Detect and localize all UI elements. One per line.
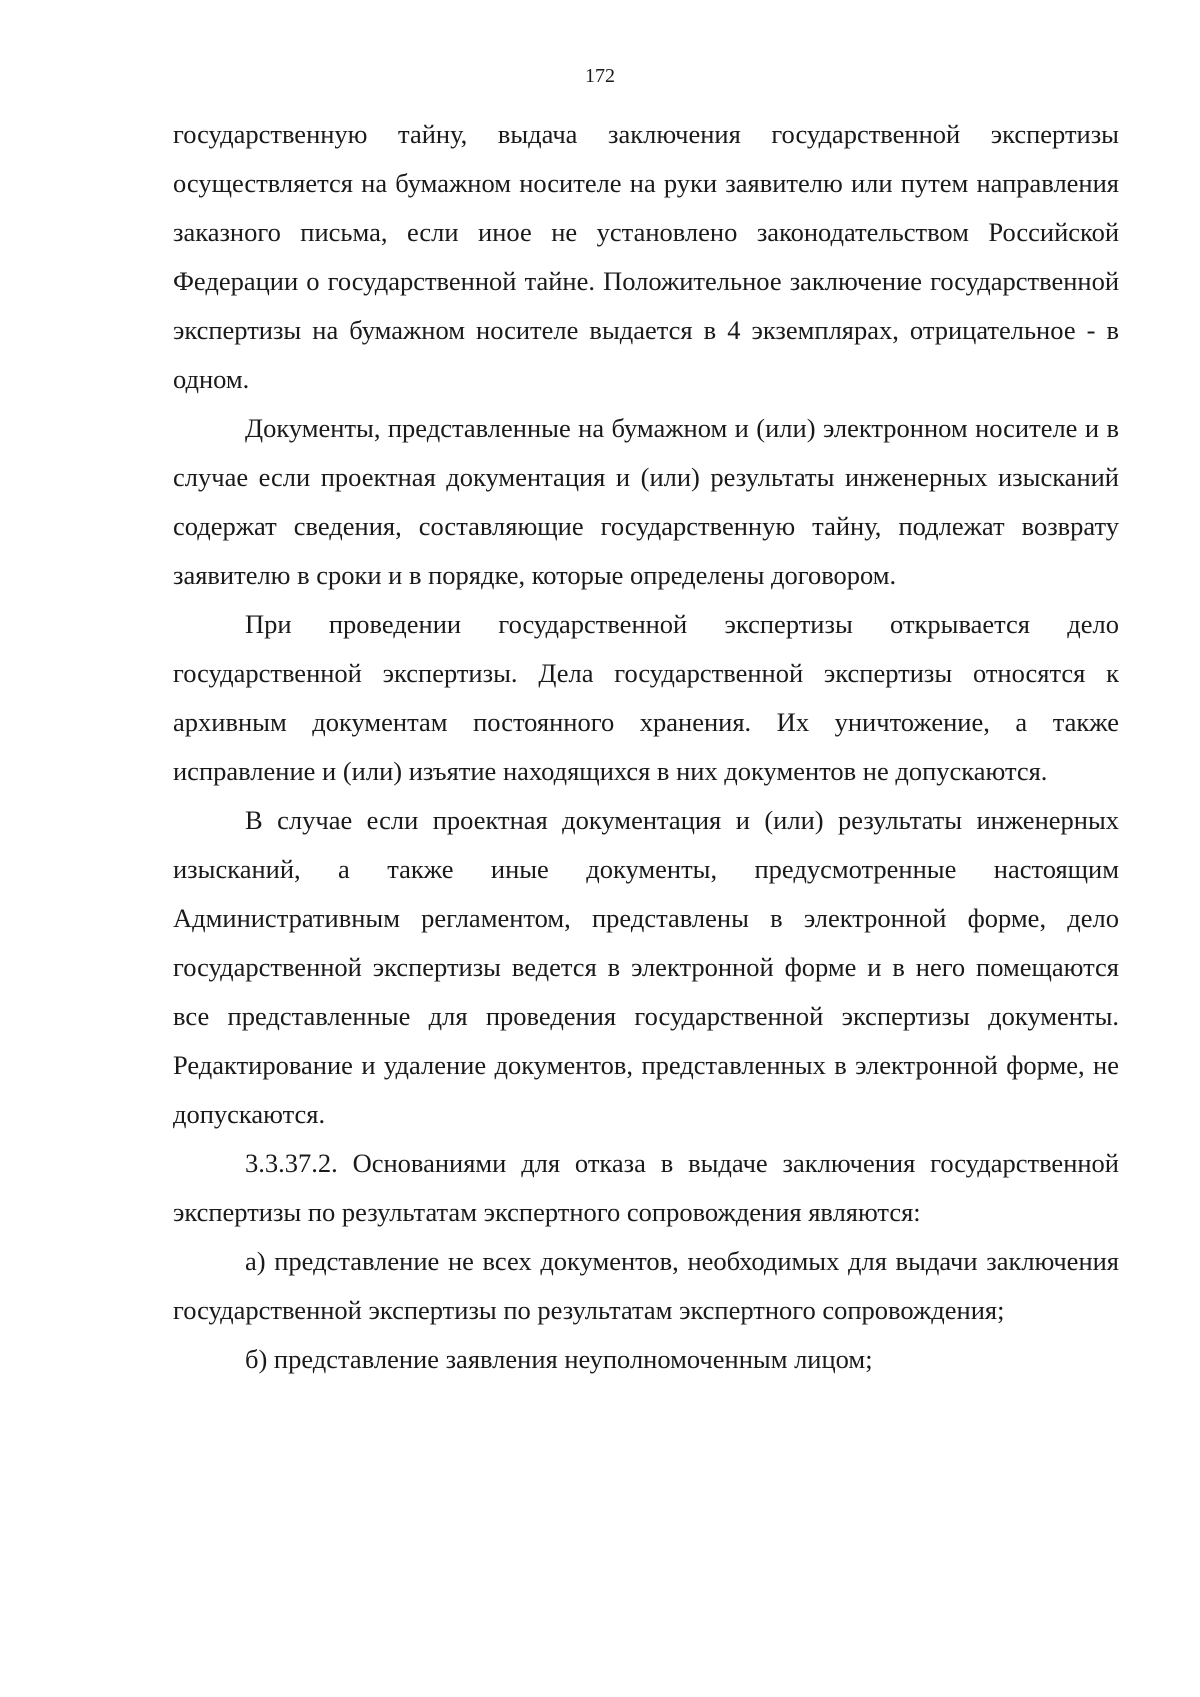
list-item-a: а) представление не всех документов, необходимых для выдачи заключения государственной экспертизы по результатам экспертного сопровождения; bbox=[173, 1246, 1119, 1325]
document-body bbox=[173, 110, 1119, 1384]
list-item-b: б) представление заявления неуполномоченным лицом; bbox=[245, 1344, 873, 1374]
paragraph-electronic-form: В случае если проектная документация и (или) результаты инженерных изысканий, а также иные документы, предусмотренные настоящим Административным регламентом, представлены в электронной форме, дело государственной экспертизы ведется в электронной форме и в него помещаются все представленные для проведения государственной экспертизы документы. Редактирование и удаление документов, представленных в электронной форме, не допускаются. bbox=[173, 805, 1119, 1129]
paragraph-continuation: государственную тайну, выдача заключения государственной экспертизы осуществляется на бумажном носителе на руки заявителю или путем направления заказного письма, если иное не установлено законодательством Российской Федерации о государственной тайне. Положительное заключение государственной экспертизы на бумажном носителе выдается в 4 экземплярах, отрицательное - в одном. bbox=[173, 119, 1119, 394]
page-number: 172 bbox=[585, 65, 615, 87]
paragraph-documents-return: Документы, представленные на бумажном и (или) электронном носителе и в случае если проектная документация и (или) результаты инженерных изысканий содержат сведения, составляющие государственную тайну, подлежат возврату заявителю в сроки и в порядке, которые определены договором. bbox=[173, 413, 1119, 590]
paragraph-refusal-grounds: 3.3.37.2. Основаниями для отказа в выдаче заключения государственной экспертизы по результатам экспертного сопровождения являются: bbox=[173, 1148, 1119, 1227]
paragraph-expertise-case: При проведении государственной экспертизы открывается дело государственной экспертизы. Дела государственной экспертизы относятся к архивным документам постоянного хранения. Их уничтожение, а также исправление и (или) изъятие находящихся в них документов не допускаются. bbox=[173, 609, 1119, 786]
